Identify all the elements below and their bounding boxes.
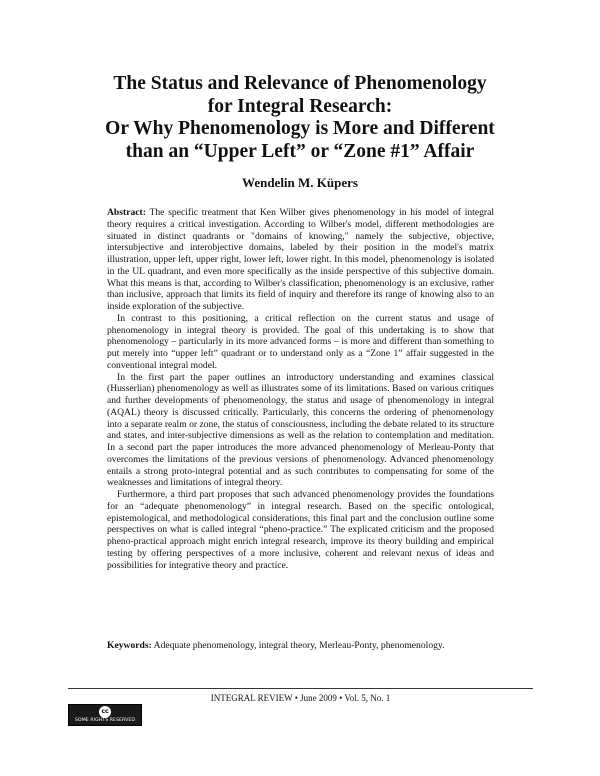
footer-date: June 2009 — [300, 693, 337, 703]
abstract-paragraph-4: Furthermore, a third part proposes that such advanced phenomenology provides the foundations for an “adequate phenomenology” in integral research. Based on the specific ontological, epistemological, and methodological considerations, this final part and the conclusion outline some perspectives on what is called integral “pheno-practice.” The explicated criticism and the proposed pheno-practical approach might enrich integral research, improve its theory building and empirical testing by offering perspectives of a more inclusive, coherent and relevant nexus of ideas and possibilities for integrative theory and practice. — [107, 489, 494, 571]
abstract-text-1: The specific treatment that Ken Wilber gives phenomenology in his model of integral theory requires a critical investigation. According to Wilber's model, different methodologies are situated in distinct quadrants or "domains of knowing," namely the subjective, objective, intersubjective and interobjective domains, labeled by their position in the model's matrix illustration, upper left, upper right, lower left, lower right. In this model, phenomenology is isolated in the UL quadrant, and even more specifically as the inside perspective of this subjective domain. What this means is that, according to Wilber's classification, phenomenology is an exclusive, rather than inclusive, approach that limits its field of inquiry and therefore its range of knowing also to an inside exploration of the subjective. — [107, 207, 494, 312]
creative-commons-icon: cc — [99, 706, 111, 718]
keywords — [107, 640, 494, 652]
title-line-3: Or Why Phenomenology is More and Different — [105, 118, 495, 139]
author-name: Wendelin M. Küpers — [242, 175, 358, 190]
keywords-label: Keywords: — [107, 640, 152, 651]
paper-title — [60, 73, 540, 163]
license-caption: SOME RIGHTS RESERVED — [74, 718, 136, 723]
abstract-paragraph-3: In the first part the paper outlines an introductory understanding and examines classical (Husserlian) phenomenology as well as illustrates some of its limitations. Based on various critiques and further developments of phenomenology, the status and usage of phenomenology in integral (AQAL) theory is discussed critically. Particularly, this concerns the ordering of phenomenology into a separate realm or zone, the status of consciousness, including the debate related to its structure and states, and inter-subjective dimensions as well as the relation to contemplation and meditation. In a second part the paper introduces the more advanced phenomenology of Merleau-Ponty that overcomes the limitations of the previous versions of phenomenology. Advanced phenomenology entails a strong proto-integral potential and as such contributes to compensating for some of the weaknesses and limitations of integral theory. — [107, 371, 494, 489]
keywords-text: Adequate phenomenology, integral theory, Merleau-Ponty, phenomenology. — [153, 640, 445, 651]
footer-divider — [68, 688, 533, 689]
journal-footer — [68, 693, 533, 703]
title-line-1: The Status and Relevance of Phenomenology — [113, 73, 487, 94]
title-line-2: for Integral Research: — [207, 95, 393, 117]
creative-commons-badge[interactable] — [68, 704, 142, 726]
abstract-paragraph-1 — [107, 207, 494, 313]
footer-separator-1: • — [294, 693, 298, 703]
footer-separator-2: • — [339, 693, 343, 703]
abstract-paragraph-2: In contrast to this positioning, a critical reflection on the current status and usage of phenomenology in integral theory is provided. The goal of this undertaking is to show that phenomenology – particularly in its more advanced forms – is more and different than something to put merely into “upper left” quadrant or to understand only as a “Zone 1” affair suggested in the conventional integral model. — [107, 312, 494, 371]
abstract — [107, 207, 494, 571]
footer-volume: Vol. 5, No. 1 — [344, 693, 391, 703]
title-line-4: than an “Upper Left” or “Zone #1” Affair — [125, 140, 475, 162]
footer-journal: INTEGRAL REVIEW — [210, 693, 293, 703]
abstract-label: Abstract: — [107, 207, 146, 218]
